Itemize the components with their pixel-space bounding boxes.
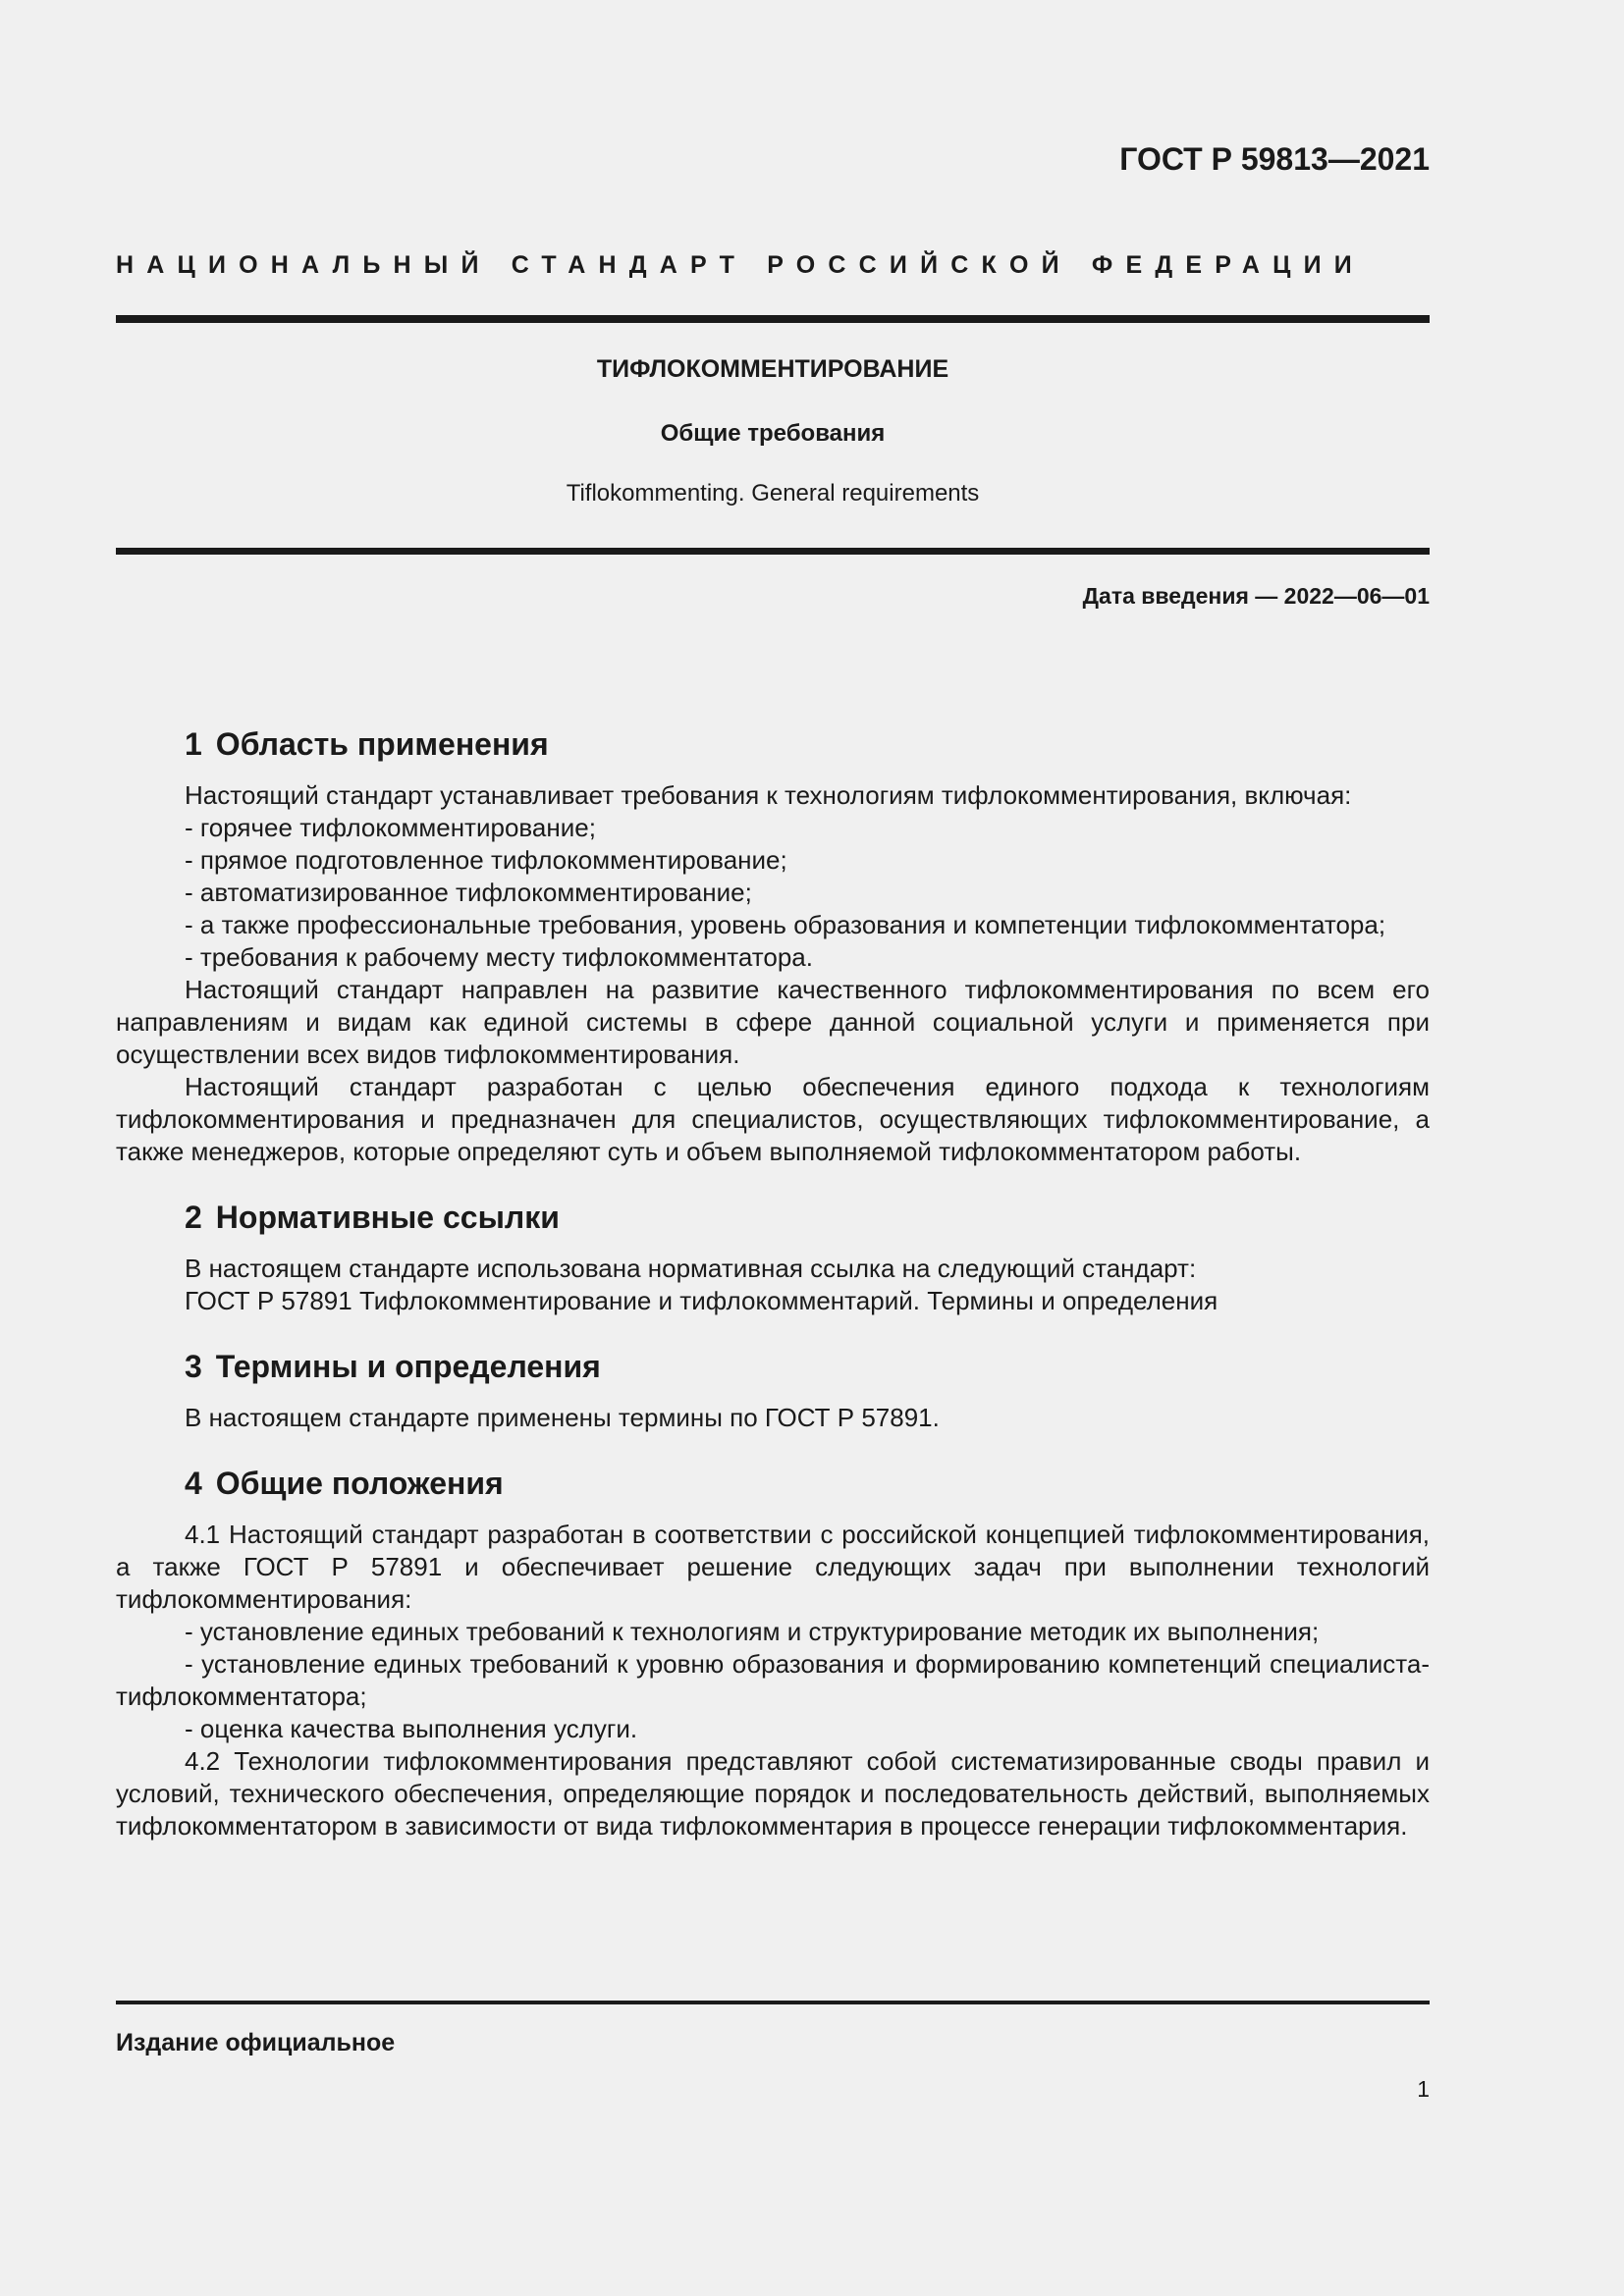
organization-title: НАЦИОНАЛЬНЫЙ СТАНДАРТ РОССИЙСКОЙ ФЕДЕРАЦИИ [116,251,1365,279]
section-heading [185,724,1430,764]
section-heading [185,1464,1430,1503]
paragraph: В настоящем стандарте использована нормативная ссылка на следующий стандарт: [185,1254,1197,1283]
list-item: - требования к рабочему месту тифлокомментатора. [185,942,813,972]
normative-reference: ГОСТ Р 57891 Тифлокомментирование и тифлокомментарий. Термины и определения [185,1286,1218,1315]
list-item: - установление единых требований к технологиям и структурирование методик их выполнения; [185,1617,1320,1646]
official-edition-label: Издание официальное [116,2029,396,2056]
section-number: 3 [185,1349,202,1384]
list-item: - горячее тифлокомментирование; [185,813,596,842]
section-1 [116,724,1430,1168]
paragraph: 4.1 Настоящий стандарт разработан в соответствии с российской концепцией тифлокомментирования, а также ГОСТ Р 57891 и обеспечивает решение следующих задач при выполнении технологий тифлокомментирования: [116,1520,1430,1614]
list-item: - прямое подготовленное тифлокомментирование; [185,845,787,875]
section-3 [116,1347,1430,1434]
section-heading [185,1198,1430,1237]
list-item: - а также профессиональные требования, уровень образования и компетенции тифлокомментатора; [185,910,1386,939]
paragraph: 4.2 Технологии тифлокомментирования представляют собой систематизированные своды правил и условий, технического обеспечения, определяющие порядок и последовательность действий, выполняемых тифлокомментатором в зависимости от вида тифлокомментария в процессе генерации тифлокомментария. [116,1746,1430,1841]
section-4 [116,1464,1430,1842]
section-title: Нормативные ссылки [215,1200,560,1235]
introduction-date: Дата введения — 2022—06—01 [1082,583,1430,609]
title-divider [116,548,1430,555]
section-number: 2 [185,1200,202,1235]
document-body [116,724,1430,1842]
section-heading [185,1347,1430,1386]
list-item: - автоматизированное тифлокомментирование; [185,878,752,907]
page-number: 1 [1417,2076,1430,2102]
footer-divider [116,2001,1430,2004]
document-page [116,0,1430,2296]
section-number: 4 [185,1466,202,1501]
standard-title: ТИФЛОКОММЕНТИРОВАНИЕ [596,355,949,383]
standard-subtitle: Общие требования [660,420,886,447]
top-divider [116,315,1430,323]
section-2 [116,1198,1430,1317]
paragraph: Настоящий стандарт разработан с целью обеспечения единого подхода к технологиям тифлокомментирования и предназначен для специалистов, осуществляющих тифлокомментирование, а также менеджеров, которые определяют суть и объем выполняемой тифлокомментатором работы. [116,1072,1430,1166]
section-title: Общие положения [215,1466,504,1501]
section-number: 1 [185,726,202,762]
paragraph: Настоящий стандарт устанавливает требования к технологиям тифлокомментирования, включая: [185,780,1352,810]
document-code: ГОСТ Р 59813—2021 [1119,141,1430,177]
list-item: - установление единых требований к уровню образования и формированию компетенций специалиста-тифлокомментатора; [116,1649,1430,1711]
list-item: - оценка качества выполнения услуги. [185,1714,638,1743]
paragraph: В настоящем стандарте применены термины по ГОСТ Р 57891. [185,1403,940,1432]
section-title: Область применения [215,726,549,762]
section-title: Термины и определения [215,1349,601,1384]
standard-english-title: Tiflokommenting. General requirements [566,480,980,507]
paragraph: Настоящий стандарт направлен на развитие качественного тифлокомментирования по всем его направлениям и видам как единой системы в сфере данной социальной услуги и применяется при осуществлении всех видов тифлокомментирования. [116,975,1430,1069]
